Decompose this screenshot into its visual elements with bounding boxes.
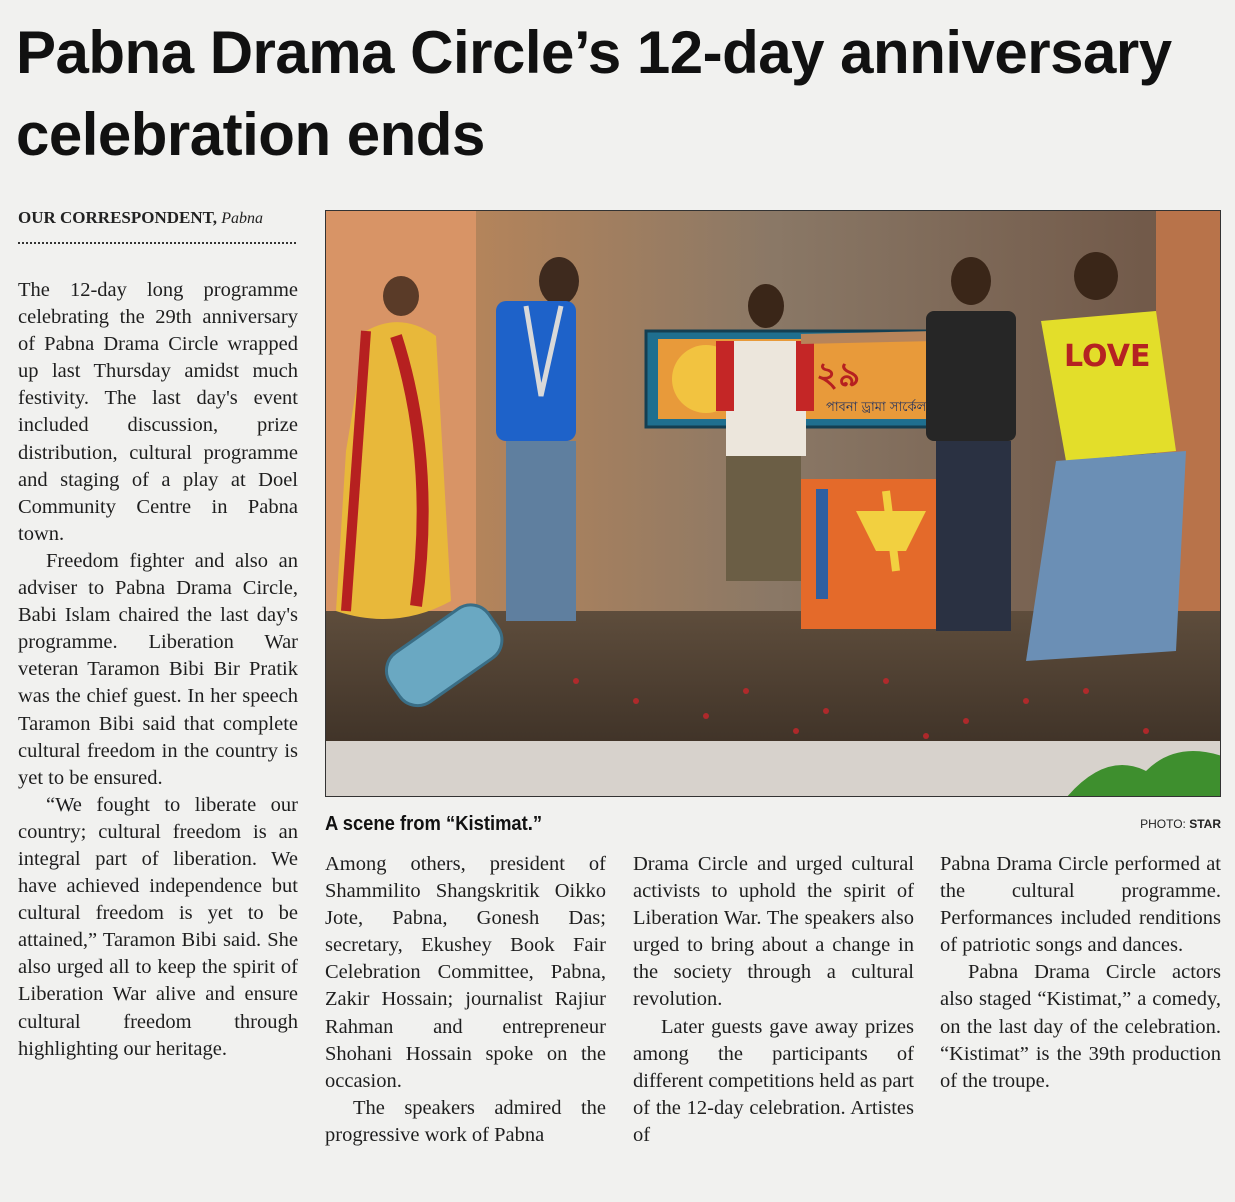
stage-photo <box>325 210 1221 797</box>
byline-divider <box>18 242 296 244</box>
photo-caption: A scene from “Kistimat.” <box>325 813 543 835</box>
shirt-text: LOVE <box>1064 339 1151 374</box>
article-column-3 <box>633 851 914 1149</box>
paragraph: Later guests gave away prizes among the participants of different competitions held as part of the 12-day celebration. Artistes of <box>633 1015 914 1146</box>
banner-number: ২৯ <box>816 355 861 395</box>
photo-credit-label: PHOTO: <box>1140 817 1186 831</box>
byline-place: Pabna <box>221 210 264 227</box>
paragraph: Drama Circle and urged cultural activists to uphold the spirit of Liberation War. The speakers also urged to bring about a change in the society through a cultural revolution. <box>633 853 914 1011</box>
article-column-2 <box>325 851 606 1149</box>
article-column-4 <box>940 851 1221 1095</box>
paragraph: Among others, president of Shammilito Shangskritik Oikko Jote, Pabna, Gonesh Das; secretary, Ekushey Book Fair Celebration Committee, Pabna, Zakir Hossain; journalist Rajiur Rahman and entrepreneur Shohani Hossain spoke on the occasion. <box>325 853 606 1092</box>
byline-author: OUR CORRESPONDENT, <box>18 208 217 227</box>
paragraph: The 12-day long programme celebrating the 29th anniversary of Pabna Drama Circle wrapped up last Thursday amidst much festivity. The last day's event included discussion, prize distribution, cultural programme and staging of a play at Doel Community Centre in Pabna town. <box>18 279 298 545</box>
paragraph: The speakers admired the progressive work of Pabna <box>325 1096 606 1146</box>
paragraph: “We fought to liberate our country; cultural freedom is an integral part of liberation. We have achieved independence but cultural freedom is yet to be attained,” Taramon Bibi said. She also urged all to keep the spirit of Liberation War alive and ensure cultural freedom through highlighting our heritage. <box>18 793 298 1060</box>
photo-credit-source: STAR <box>1189 817 1221 831</box>
headline: Pabna Drama Circle’s 12-day anniversary celebration ends <box>16 19 1172 168</box>
article-column-1 <box>18 277 298 1063</box>
paragraph: Freedom fighter and also an adviser to Pabna Drama Circle, Babi Islam chaired the last day's programme. Liberation War veteran Taramon Bibi Bir Pratik was the chief guest. In her speech Taramon Bibi said that complete cultural freedom in the country is yet to be ensured. <box>18 549 298 789</box>
stage-scene-illustration <box>326 211 1221 797</box>
banner-subtext: পাবনা ড্রামা সার্কেল <box>826 400 927 415</box>
photo-credit <box>1140 817 1221 831</box>
byline <box>18 208 298 228</box>
paragraph: Pabna Drama Circle actors also staged “Kistimat,” a comedy, on the last day of the celebration. “Kistimat” is the 39th production of the troupe. <box>940 961 1221 1092</box>
paragraph: Pabna Drama Circle performed at the cultural programme. Performances included renditions of patriotic songs and dances. <box>940 853 1221 957</box>
